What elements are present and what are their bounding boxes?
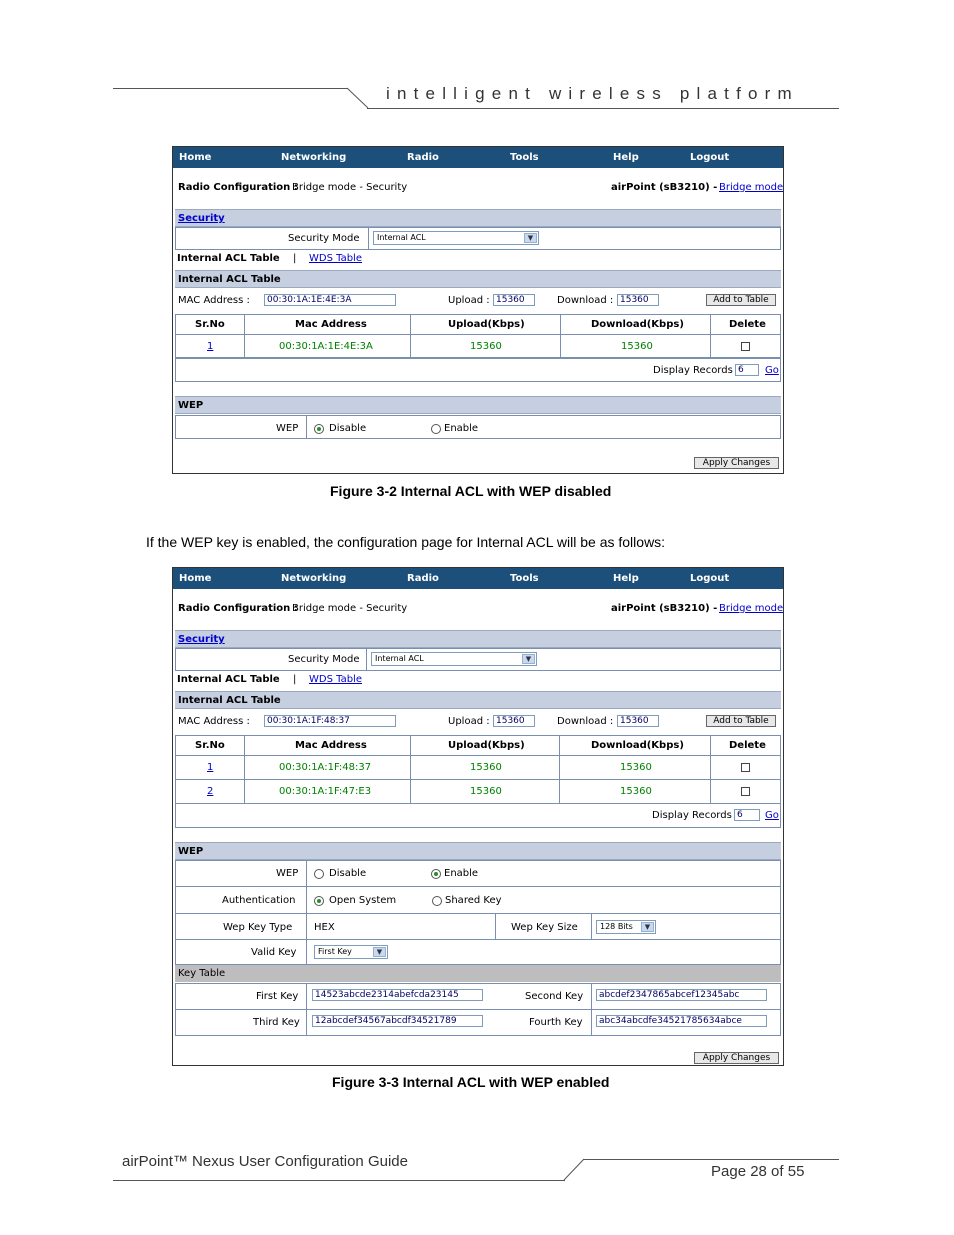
- device-name: airPoint (sB3210) -: [611, 182, 718, 193]
- first-key-input[interactable]: 14523abcde2314abefcda23145: [312, 989, 483, 1001]
- download-input[interactable]: 15360: [617, 294, 659, 306]
- valid-key-label: Valid Key: [251, 947, 297, 958]
- display-records-label: Display Records: [652, 810, 732, 821]
- nav-home[interactable]: Home: [179, 573, 212, 584]
- col-mac-address: Mac Address: [295, 740, 367, 751]
- body-paragraph: If the WEP key is enabled, the configuration page for Internal ACL will be as follows:: [146, 534, 666, 550]
- mac-address-input[interactable]: 00:30:1A:1E:4E:3A: [264, 294, 396, 306]
- nav-networking[interactable]: Networking: [281, 152, 347, 163]
- bridge-mode-link[interactable]: Bridge mode: [719, 603, 784, 614]
- page-number: Page 28 of 55: [711, 1163, 805, 1180]
- upload-input[interactable]: 15360: [493, 715, 535, 727]
- first-key-label: First Key: [256, 991, 299, 1002]
- chevron-down-icon: ▼: [524, 233, 537, 243]
- figure-2-caption: Figure 3-3 Internal ACL with WEP enabled: [332, 1074, 610, 1090]
- wep-disable-label: Disable: [329, 423, 367, 434]
- footer-rule-slant: [562, 1157, 588, 1183]
- tab-wds-table[interactable]: WDS Table: [309, 253, 362, 264]
- second-key-label: Second Key: [525, 991, 584, 1002]
- nav-home[interactable]: Home: [179, 152, 212, 163]
- footer-title: airPoint™ Nexus User Configuration Guide: [122, 1153, 408, 1170]
- tab-separator: |: [293, 674, 297, 685]
- acl-heading: Internal ACL Table: [178, 274, 281, 285]
- key-table-heading-bar: [175, 965, 781, 982]
- divider: [495, 913, 496, 940]
- wep-label: WEP: [276, 868, 299, 879]
- row-number-link[interactable]: 1: [207, 341, 214, 352]
- add-to-table-button[interactable]: Add to Table: [706, 294, 776, 306]
- col-mac-address: Mac Address: [295, 319, 367, 330]
- row-mac: 00:30:1A:1E:4E:3A: [279, 341, 373, 352]
- fourth-key-input[interactable]: abc34abcdfe34521785634abce: [596, 1015, 767, 1027]
- upload-label: Upload :: [448, 716, 490, 727]
- nav-networking[interactable]: Networking: [281, 573, 347, 584]
- chevron-down-icon: ▼: [522, 654, 535, 664]
- wep-key-type-label: Wep Key Type: [223, 922, 293, 933]
- delete-checkbox[interactable]: [741, 787, 750, 796]
- wep-enable-radio[interactable]: [431, 424, 441, 434]
- divider: [591, 913, 592, 940]
- open-system-label: Open System: [329, 895, 397, 906]
- security-mode-select[interactable]: Internal ACL ▼: [373, 231, 539, 245]
- config-label: Radio Configuration :: [178, 603, 298, 614]
- wep-key-type-value: HEX: [314, 922, 335, 933]
- row-upload: 15360: [470, 762, 502, 773]
- second-key-input[interactable]: abcdef2347865abcef12345abc: [596, 989, 767, 1001]
- wep-heading: WEP: [178, 846, 204, 857]
- row-upload: 15360: [470, 786, 502, 797]
- upload-label: Upload :: [448, 295, 490, 306]
- figure-2-screenshot: [172, 567, 784, 1066]
- wep-disable-label: Disable: [329, 868, 367, 879]
- third-key-input[interactable]: 12abcdef34567abcdf34521789: [312, 1015, 483, 1027]
- footer-rule-right: [583, 1159, 839, 1160]
- security-mode-select[interactable]: Internal ACL ▼: [371, 652, 537, 666]
- wep-key-size-select[interactable]: 128 Bits ▼: [596, 920, 656, 934]
- security-link[interactable]: Security: [178, 213, 225, 224]
- chevron-down-icon: ▼: [641, 922, 654, 932]
- nav-logout[interactable]: Logout: [690, 152, 730, 163]
- shared-key-radio[interactable]: [432, 896, 442, 906]
- divider: [366, 648, 367, 671]
- delete-checkbox[interactable]: [741, 342, 750, 351]
- tab-separator: |: [293, 253, 297, 264]
- wep-disable-radio[interactable]: [314, 869, 324, 879]
- nav-tools[interactable]: Tools: [510, 573, 539, 584]
- wep-enable-label: Enable: [444, 868, 479, 879]
- acl-heading: Internal ACL Table: [178, 695, 281, 706]
- nav-help[interactable]: Help: [613, 152, 639, 163]
- col-sr-no: Sr.No: [195, 319, 225, 330]
- go-link[interactable]: Go: [765, 365, 779, 376]
- divider: [306, 415, 307, 439]
- display-records-input[interactable]: 6: [735, 364, 759, 376]
- nav-radio[interactable]: Radio: [407, 152, 439, 163]
- mac-address-label: MAC Address :: [178, 295, 250, 306]
- row-number-link[interactable]: 2: [207, 786, 214, 797]
- tab-internal-acl[interactable]: Internal ACL Table: [177, 253, 280, 264]
- tab-internal-acl[interactable]: Internal ACL Table: [177, 674, 280, 685]
- shared-key-label: Shared Key: [445, 895, 502, 906]
- nav-help[interactable]: Help: [613, 573, 639, 584]
- row-mac: 00:30:1A:1F:47:E3: [279, 786, 372, 797]
- mac-address-input[interactable]: 00:30:1A:1F:48:37: [264, 715, 396, 727]
- wep-disable-radio[interactable]: [314, 424, 324, 434]
- figure-1-caption: Figure 3-2 Internal ACL with WEP disabled: [330, 483, 612, 499]
- config-label: Radio Configuration :: [178, 182, 298, 193]
- config-mode: Bridge mode - Security: [292, 182, 408, 193]
- row-download: 15360: [620, 762, 652, 773]
- row-mac: 00:30:1A:1F:48:37: [279, 762, 372, 773]
- device-name: airPoint (sB3210) -: [611, 603, 718, 614]
- wep-key-size-label: Wep Key Size: [511, 922, 578, 933]
- nav-radio[interactable]: Radio: [407, 573, 439, 584]
- row-number-link[interactable]: 1: [207, 762, 214, 773]
- header-rule-right: [367, 108, 839, 109]
- security-heading-bar: [175, 209, 781, 227]
- wep-label: WEP: [276, 423, 299, 434]
- nav-logout[interactable]: Logout: [690, 573, 730, 584]
- third-key-label: Third Key: [253, 1017, 300, 1028]
- top-nav-bar: [173, 568, 783, 589]
- col-delete: Delete: [729, 319, 766, 330]
- download-label: Download :: [557, 295, 614, 306]
- display-records-input[interactable]: 6: [734, 809, 760, 821]
- valid-key-select[interactable]: First Key ▼: [314, 945, 388, 959]
- divider: [368, 227, 369, 250]
- wep-heading-bar: [175, 842, 781, 860]
- col-download: Download(Kbps): [591, 319, 684, 330]
- chevron-down-icon: ▼: [373, 947, 386, 957]
- figure-1-screenshot: [172, 146, 784, 474]
- col-download: Download(Kbps): [591, 740, 684, 751]
- security-mode-label: Security Mode: [288, 654, 360, 665]
- nav-tools[interactable]: Tools: [510, 152, 539, 163]
- header-tagline: intelligent wireless platform: [386, 84, 799, 103]
- apply-changes-button[interactable]: Apply Changes: [694, 457, 779, 469]
- key-table-heading: Key Table: [178, 968, 226, 979]
- wep-heading: WEP: [178, 400, 204, 411]
- mac-address-label: MAC Address :: [178, 716, 250, 727]
- open-system-radio[interactable]: [314, 896, 324, 906]
- wep-heading-bar: [175, 396, 781, 414]
- footer-rule-left: [113, 1180, 565, 1181]
- wep-enable-radio[interactable]: [431, 869, 441, 879]
- go-link[interactable]: Go: [765, 810, 779, 821]
- apply-changes-button[interactable]: Apply Changes: [694, 1052, 779, 1064]
- divider: [306, 983, 307, 1036]
- display-records-label: Display Records: [653, 365, 733, 376]
- row-upload: 15360: [470, 341, 502, 352]
- row-download: 15360: [620, 786, 652, 797]
- top-nav-bar: [173, 147, 783, 168]
- download-input[interactable]: 15360: [617, 715, 659, 727]
- config-mode: Bridge mode - Security: [292, 603, 408, 614]
- fourth-key-label: Fourth Key: [529, 1017, 583, 1028]
- delete-checkbox[interactable]: [741, 763, 750, 772]
- header-rule-left: [113, 88, 348, 89]
- authentication-label: Authentication: [222, 895, 296, 906]
- security-link[interactable]: Security: [178, 634, 225, 645]
- col-upload: Upload(Kbps): [448, 319, 525, 330]
- col-upload: Upload(Kbps): [448, 740, 525, 751]
- security-mode-label: Security Mode: [288, 233, 360, 244]
- divider: [591, 983, 592, 1036]
- download-label: Download :: [557, 716, 614, 727]
- security-heading-bar: [175, 630, 781, 648]
- bridge-mode-link[interactable]: Bridge mode: [719, 182, 784, 193]
- row-download: 15360: [621, 341, 653, 352]
- add-to-table-button[interactable]: Add to Table: [706, 715, 776, 727]
- wep-enable-label: Enable: [444, 423, 479, 434]
- tab-wds-table[interactable]: WDS Table: [309, 674, 362, 685]
- upload-input[interactable]: 15360: [493, 294, 535, 306]
- col-delete: Delete: [729, 740, 766, 751]
- col-sr-no: Sr.No: [195, 740, 225, 751]
